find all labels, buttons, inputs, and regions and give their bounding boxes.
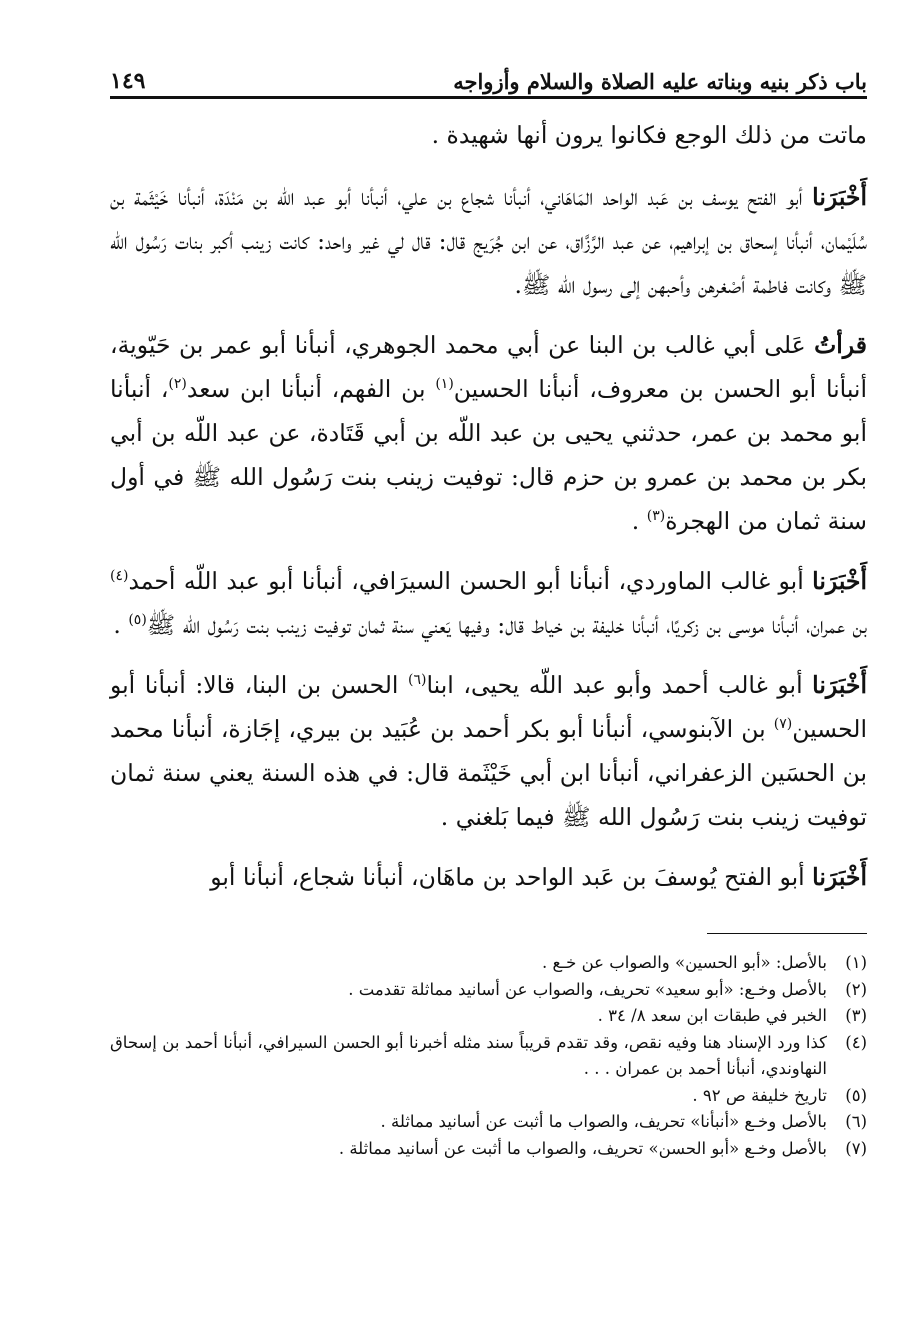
footnote-ref: (٣) [646,508,666,525]
footnote-number: (٢) [845,979,867,999]
paragraph-lead-word: قرأتُ [814,331,867,359]
footnote-ref: (١) [435,376,454,393]
paragraph-text: أبو غالب أحمد وأبو عبد اللّه يحيى، ابنا [426,671,813,699]
paragraph-text: أبو غالب الماوردي، أنبأنا أبو الحسن السيرَافي، أنبأنا أبو عبد اللّه أحمد [128,567,813,595]
paragraph-1 [110,113,867,157]
paragraph-text: أبو الفتح يوسف بن عَبد الواحد المَاهَاني، أنبأنا شجاع بن علي، أنبأنا أبو عبد اللّه بن مَنْدَة، أنبأنا خَيْثَمة بن سُلَيْمان، أنبأنا إسحاق بن إبراهيم، عن عبد الرَّزَّاق، عن ابن جُرَيج قال: قال لي غير واحد: كانت زينب أكبر بنات رَسُول الله ﷺ وكانت فاطمة أصْغرهن وأحبهن إلى رسول الله ﷺ. [110,183,867,299]
paragraph-text: . [631,507,647,535]
footnote-number: (٧) [845,1138,867,1158]
paragraph-text: أبو الفتح يُوسفَ بن عَبد الواحد بن ماهَان، أنبأنا شجاع، أنبأنا أبو [210,863,813,891]
paragraph-lead-word: أَخْبَرَنا [812,863,867,891]
paragraph-text: ماتت من ذلك الوجع فكانوا يرون أنها شهيدة . [431,121,867,149]
paragraph-text: الحسن بن البنا، قالا: أنبأنا أبو الحسين [110,671,867,743]
main-text [110,113,867,899]
footnote-text: بالأصل وخـع: «أبو سعيد» تحريف، والصواب عن أسانيد مماثلة تقدمت . [348,979,827,999]
footnote-ref: (٤) [110,568,129,585]
footnote-item [110,1109,867,1136]
footnote-text: الخبر في طبقات ابن سعد ٨/ ٣٤ . [597,1006,827,1025]
paragraph-lead-word: أَخْبَرَنا [812,671,867,699]
paragraph-4 [110,559,867,647]
page-number: ١٤٩ [110,68,146,94]
footnote-text: كذا ورد الإسناد هنا وفيه نقص، وقد تقدم قريباً سند مثله أخبرنا أبو الحسن السيرافي، أنبأنا أحمد بن إسحاق النهاوندي، أنبأنا أحمد بن عمران . . . [110,1032,827,1078]
footnote-text: بالأصل وخـع «أنبأنا» تحريف، والصواب ما أثبت عن أسانيد مماثلة . [380,1112,827,1131]
footnote-text: بالأصل: «أبو الحسين» والصواب عن خـع . [542,953,827,972]
footnotes [110,950,867,1162]
footnote-ref: (٥) [128,612,147,629]
footnote-number: (٤) [845,1032,867,1052]
footnote-item [110,1003,867,1030]
paragraph-lead-word: أَخْبَرَنا [812,183,867,211]
paragraph-text: عَلى أبي غالب بن البنا عن أبي محمد الجوهري، أنبأنا أبو عمر بن حَيّوية، أنبأنا أبو الحسن بن معروف، أنبأنا الحسين [110,331,868,403]
paragraph-2 [110,175,867,307]
footnote-item [110,977,867,1004]
footnote-item [110,1136,867,1163]
paragraph-text: بن الآبنوسي، أنبأنا أبو بكر أحمد بن عُبَيد بن بيري، إجَازة، أنبأنا محمد بن الحسَين الزعفراني، أنبأنا ابن أبي خَيْثَمة قال: في هذه السنة يعني سنة ثمان توفيت زينب بنت رَسُول الله ﷺ فيما بَلغني . [110,715,867,831]
footnote-ref: (٦) [408,672,427,689]
footnote-number: (٣) [845,1006,867,1025]
footnote-item [110,1030,867,1083]
chapter-title: باب ذكر بنيه وبناته عليه الصلاة والسلام وأزواجه [453,69,867,94]
paragraph-5 [110,663,867,839]
paragraph-text: ، أنبأنا أبو محمد بن عمر، حدثني يحيى بن عبد اللّه بن أبي قَتَادة، عن عبد اللّه بن أبي بكر بن محمد بن عمرو بن حزم قال: توفيت زينب بنت رَسُول الله ﷺ في أول سنة ثمان من الهجرة [110,375,867,535]
paragraph-text: . [113,611,129,639]
footnote-ref: (٢) [168,376,187,393]
footnote-item [110,1083,867,1110]
paragraph-text: بن الفهم، أنبأنا ابن سعد [186,375,436,403]
footnote-ref: (٧) [773,716,793,733]
footnote-text: بالأصل وخـع «أبو الحسن» تحريف، والصواب ما أثبت عن أسانيد مماثلة . [338,1138,827,1158]
footnote-text: تاريخ خليفة ص ٩٢ . [692,1085,827,1105]
paragraph-6 [110,855,867,899]
running-header [110,58,867,99]
footnote-number: (٦) [845,1112,867,1131]
paragraph-3 [110,323,867,543]
book-page [110,58,867,1162]
paragraph-text: بن عمران، أنبأنا موسى بن زكريًا، أنبأنا خليفة بن خياط قال: وفيها يَعني سنة ثمان توفيت زينب بنت رَسُول الله ﷺ [146,611,867,639]
footnote-number: (٥) [845,1085,867,1105]
footnote-item [110,950,867,977]
footnote-number: (١) [845,953,867,972]
footnote-divider [707,933,867,934]
paragraph-lead-word: أَخْبَرَنا [812,567,867,595]
